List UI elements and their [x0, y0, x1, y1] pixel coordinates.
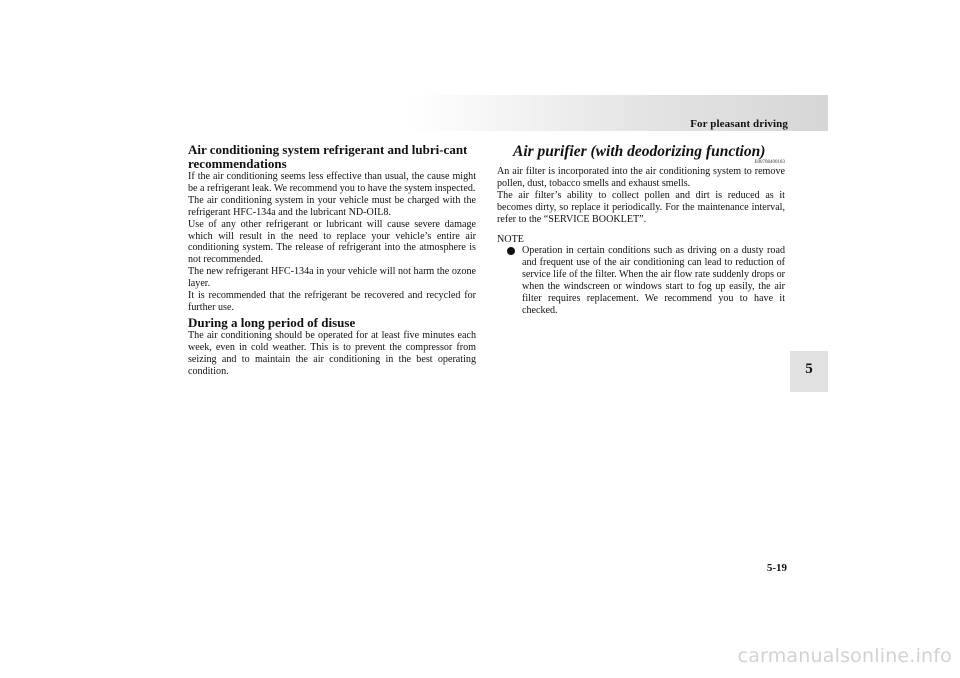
section-title-air-purifier: Air purifier (with deodorizing function)	[513, 143, 766, 160]
paragraph: It is recommended that the refrigerant be recovered and recycled for further use.	[188, 290, 476, 313]
chapter-tab	[790, 351, 828, 392]
paragraph: Use of any other refrigerant or lubricant will cause severe damage which will result in the need to replace your vehicle’s entire air conditioning system. The release of refrigerant into the atmosphere is not recommended.	[188, 218, 476, 266]
note-label: NOTE	[497, 233, 524, 245]
bullet-icon	[507, 247, 515, 255]
document-code: E00708400183	[754, 160, 785, 165]
paragraph: An air filter is incorporated into the air conditioning system to remove pollen, dust, tobacco smells and exhaust smells.	[497, 166, 785, 189]
paragraph: The new refrigerant HFC-134a in your vehicle will not harm the ozone layer.	[188, 266, 476, 290]
paragraph: The air conditioning should be operated for at least five minutes each week, even in cold weather. This is to prevent the compressor from seizing and to maintain the air conditioning in the best operating condition.	[188, 329, 476, 377]
running-header: For pleasant driving	[690, 118, 788, 130]
chapter-number: 5	[805, 361, 813, 377]
section-heading-disuse: During a long period of disuse	[188, 314, 356, 330]
paragraph: The air filter’s ability to collect pollen and dirt is reduced as it becomes dirty, so replace it periodically. For the maintenance interval, refer to the “SERVICE BOOKLET”.	[497, 189, 785, 225]
left-column	[188, 143, 476, 378]
watermark: carmanualsonline.info	[737, 645, 952, 667]
paragraph: If the air conditioning seems less effective than usual, the cause might be a refrigerant leak. We recommend you to have the system inspected.	[188, 171, 476, 194]
note-text: Operation in certain conditions such as driving on a dusty road and frequent use of the air conditioning can lead to reduction of service life of the filter. When the air flow rate suddenly drops or when the windscreen or windows start to fog up easily, the air filter requires replacement. We recommend you to have it checked.	[522, 245, 785, 316]
section-heading-refrigerant: Air conditioning system refrigerant and lubri-cant recommendations	[188, 142, 468, 171]
right-column	[497, 143, 785, 317]
page-number: 5-19	[766, 562, 787, 574]
paragraph: The air conditioning system in your vehicle must be charged with the refrigerant HFC-134a and the lubricant ND-OIL8.	[188, 194, 476, 218]
note-item	[497, 245, 785, 316]
